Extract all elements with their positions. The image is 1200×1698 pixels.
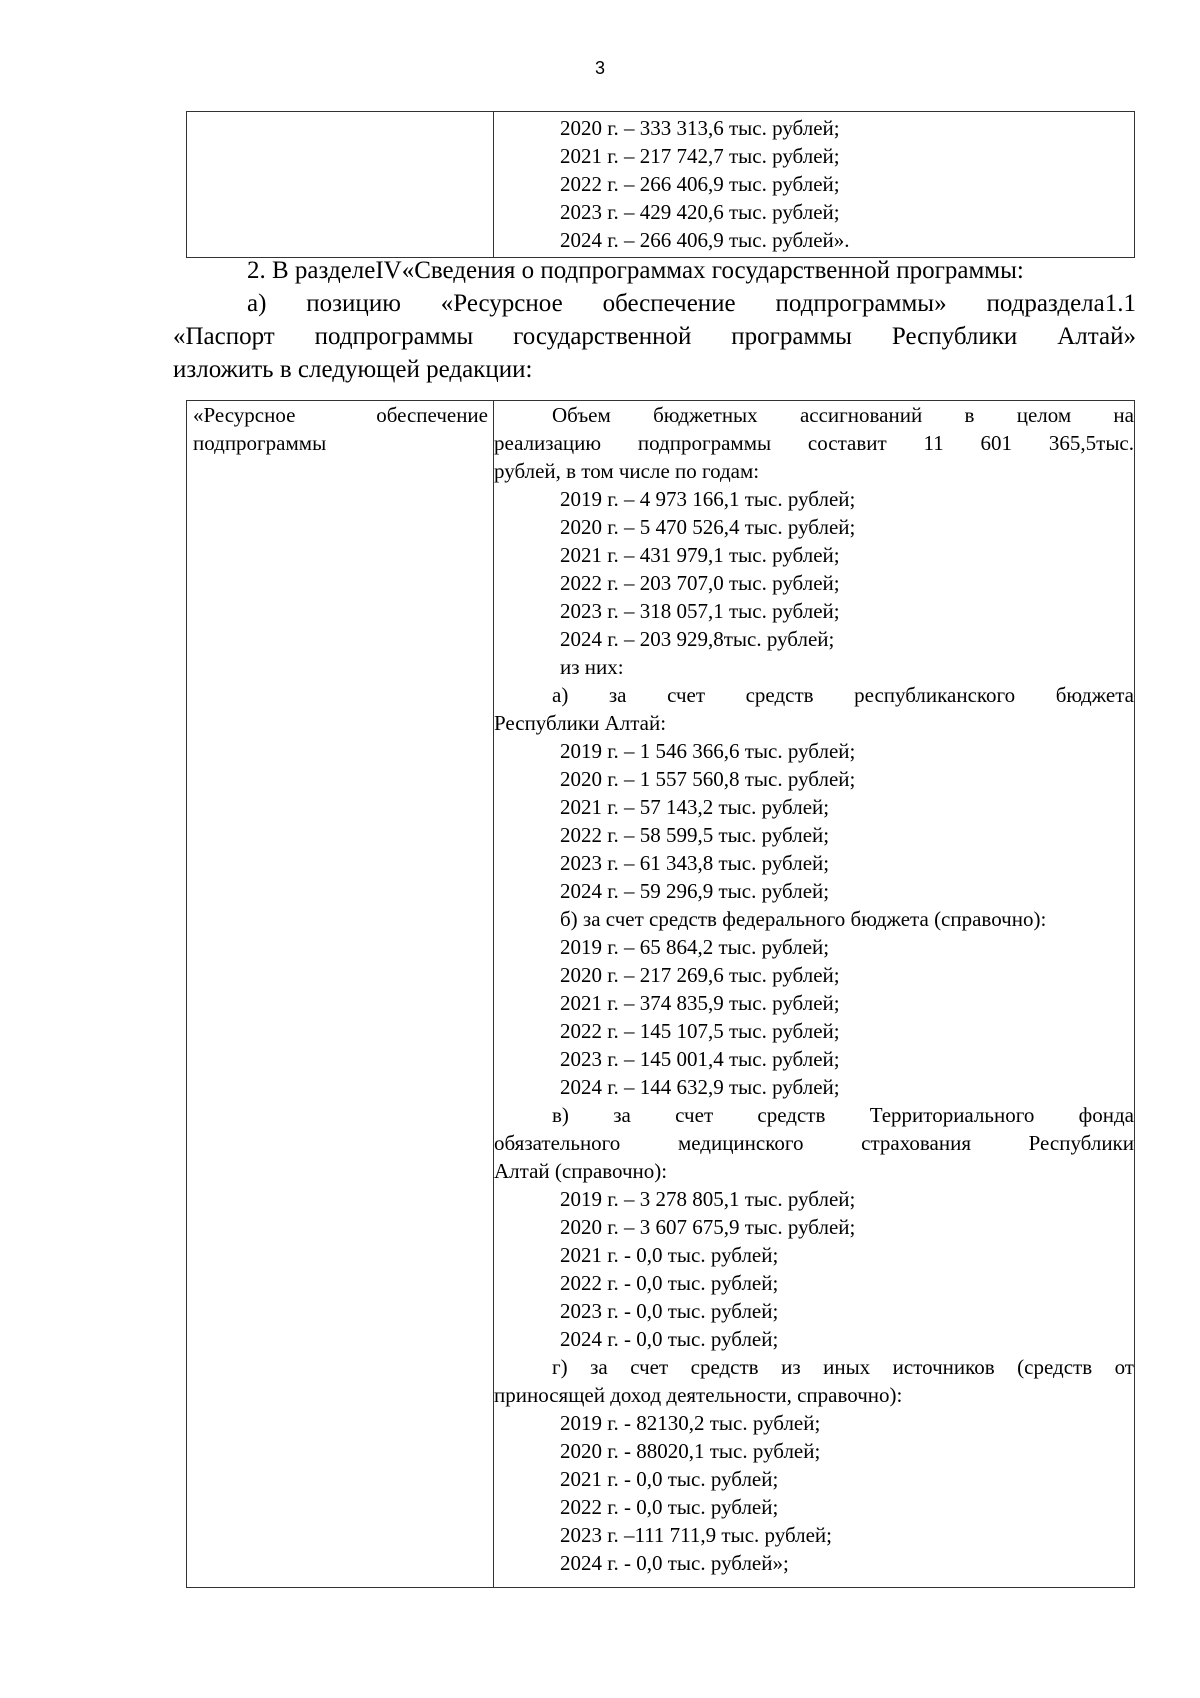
paragraph-item-2: [173, 254, 1200, 287]
source-v-line: в) за счет средств Территориального фонда: [552, 1103, 1134, 1127]
year-line: 2020 г. – 333 313,6 тыс. рублей;: [560, 116, 840, 140]
source-a-year-line: 2019 г. – 1 546 366,6 тыс. рублей;: [560, 739, 856, 763]
total-year-line: 2021 г. – 431 979,1 тыс. рублей;: [560, 543, 840, 567]
paragraph-text: 2. В разделеIV«Сведения о подпрограммах государственной программы:: [247, 257, 1024, 284]
source-a-year-line: 2020 г. – 1 557 560,8 тыс. рублей;: [560, 767, 856, 791]
source-v-year-line: 2023 г. - 0,0 тыс. рублей;: [560, 1299, 779, 1323]
table-row: [187, 112, 1135, 258]
source-v-year-line: 2019 г. – 3 278 805,1 тыс. рублей;: [560, 1187, 856, 1211]
table-cell-position-name: [187, 401, 494, 1588]
paragraph-line: «Паспорт подпрограммы государственной программы Республики Алтай»: [173, 323, 1136, 350]
source-b-year-line: 2024 г. – 144 632,9 тыс. рублей;: [560, 1075, 840, 1099]
page-number: 3: [594, 58, 605, 78]
position-name-line: подпрограммы: [193, 431, 327, 455]
table-cell-left-empty: [187, 112, 494, 258]
source-g-year-line: 2021 г. - 0,0 тыс. рублей;: [560, 1467, 779, 1491]
resource-provision-table: [186, 400, 1135, 1588]
source-g-year-line: 2019 г. - 82130,2 тыс. рублей;: [560, 1411, 821, 1435]
previous-passport-table-end: [186, 111, 1135, 258]
total-year-line: 2019 г. – 4 973 166,1 тыс. рублей;: [560, 487, 856, 511]
source-g-line: г) за счет средств из иных источников (средств от: [552, 1355, 1134, 1379]
table-row: [187, 401, 1135, 1588]
source-a-year-line: 2023 г. – 61 343,8 тыс. рублей;: [560, 851, 830, 875]
source-b-year-line: 2019 г. – 65 864,2 тыс. рублей;: [560, 935, 830, 959]
total-year-line: 2022 г. – 203 707,0 тыс. рублей;: [560, 571, 840, 595]
year-line: 2023 г. – 429 420,6 тыс. рублей;: [560, 200, 840, 224]
source-v-year-line: 2021 г. - 0,0 тыс. рублей;: [560, 1243, 779, 1267]
source-a-year-line: 2022 г. – 58 599,5 тыс. рублей;: [560, 823, 830, 847]
source-g-line: приносящей доход деятельности, справочно):: [494, 1383, 903, 1407]
source-a-year-line: 2021 г. – 57 143,2 тыс. рублей;: [560, 795, 830, 819]
paragraph-line: а) позицию «Ресурсное обеспечение подпрограммы» подраздела1.1: [247, 290, 1136, 317]
source-a-line: а) за счет средств республиканского бюджета: [552, 683, 1134, 707]
total-year-line: 2020 г. – 5 470 526,4 тыс. рублей;: [560, 515, 856, 539]
source-b-year-line: 2022 г. – 145 107,5 тыс. рублей;: [560, 1019, 840, 1043]
source-g-year-line: 2020 г. - 88020,1 тыс. рублей;: [560, 1439, 821, 1463]
intro-line: Объем бюджетных ассигнований в целом на: [552, 403, 1134, 427]
source-a-line: Республики Алтай:: [494, 711, 667, 735]
source-b-line: б) за счет средств федерального бюджета (справочно):: [560, 907, 1047, 931]
year-line: 2024 г. – 266 406,9 тыс. рублей».: [560, 228, 850, 252]
year-line: 2022 г. – 266 406,9 тыс. рублей;: [560, 172, 840, 196]
intro-line: реализацию подпрограммы составит 11 601 365,5тыс.: [494, 431, 1134, 455]
source-g-year-line: 2024 г. - 0,0 тыс. рублей»;: [560, 1551, 789, 1575]
paragraph-line: изложить в следующей редакции:: [173, 356, 533, 383]
table-cell-funding-years: [494, 112, 1135, 258]
source-v-year-line: 2022 г. - 0,0 тыс. рублей;: [560, 1271, 779, 1295]
source-b-year-line: 2021 г. – 374 835,9 тыс. рублей;: [560, 991, 840, 1015]
source-g-year-line: 2023 г. –111 711,9 тыс. рублей;: [560, 1523, 832, 1547]
source-v-line: Алтай (справочно):: [494, 1159, 668, 1183]
year-line: 2021 г. – 217 742,7 тыс. рублей;: [560, 144, 840, 168]
source-v-year-line: 2024 г. - 0,0 тыс. рублей;: [560, 1327, 779, 1351]
total-year-line: 2023 г. – 318 057,1 тыс. рублей;: [560, 599, 840, 623]
source-v-line: обязательного медицинского страхования Республики: [494, 1131, 1134, 1155]
paragraph-item-a: [173, 287, 1136, 386]
source-a-year-line: 2024 г. – 59 296,9 тыс. рублей;: [560, 879, 830, 903]
intro-line: рублей, в том числе по годам:: [494, 459, 760, 483]
table-cell-funding-details: [494, 401, 1135, 1588]
total-year-line: 2024 г. – 203 929,8тыс. рублей;: [560, 627, 835, 651]
source-b-year-line: 2023 г. – 145 001,4 тыс. рублей;: [560, 1047, 840, 1071]
position-name-line: «Ресурсное обеспечение: [193, 403, 488, 427]
of-them-label: из них:: [560, 655, 624, 679]
source-b-year-line: 2020 г. – 217 269,6 тыс. рублей;: [560, 963, 840, 987]
source-v-year-line: 2020 г. – 3 607 675,9 тыс. рублей;: [560, 1215, 856, 1239]
source-g-year-line: 2022 г. - 0,0 тыс. рублей;: [560, 1495, 779, 1519]
